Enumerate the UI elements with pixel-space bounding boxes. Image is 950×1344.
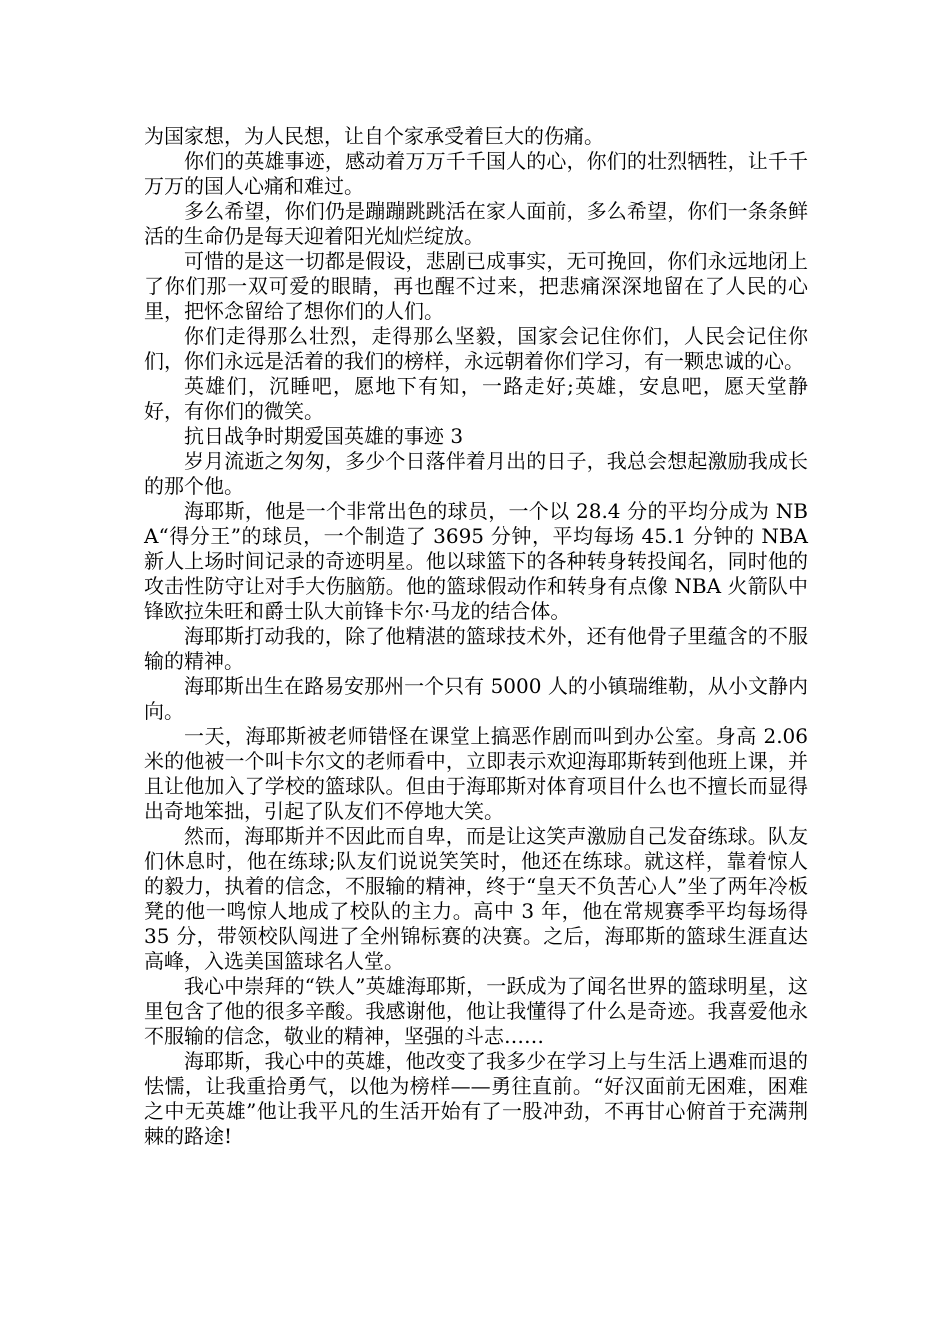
paragraph-14: 我心中崇拜的“铁人”英雄海耶斯，一跃成为了闻名世界的篮球明星，这里包含了他的很多辛酸。我感谢他，他让我懂得了什么是奇迹。我喜爱他永不服输的信念，敬业的精神，坚强的斗志…… — [144, 974, 808, 1048]
paragraph-11: 海耶斯出生在路易安那州一个只有 5000 人的小镇瑞维勒，从小文静内向。 — [144, 674, 808, 723]
paragraph-8: 岁月流逝之匆匆，多少个日落伴着月出的日子，我总会想起激励我成长的那个他。 — [144, 449, 808, 498]
paragraph-5: 你们走得那么壮烈，走得那么坚毅，国家会记住你们，人民会记住你们，你们永远是活着的我们的榜样，永远朝着你们学习，有一颗忠诚的心。 — [144, 324, 808, 373]
paragraph-12: 一天，海耶斯被老师错怪在课堂上搞恶作剧而叫到办公室。身高 2.06 米的他被一个叫卡尔文的老师看中，立即表示欢迎海耶斯转到他班上课，并且让他加入了学校的篮球队。但由于海耶斯对体育项目什么也不擅长而显得出奇地笨拙，引起了队友们不停地大笑。 — [144, 724, 808, 823]
paragraph-9: 海耶斯，他是一个非常出色的球员，一个以 28.4 分的平均分成为 NBA“得分王”的球员，一个制造了 3695 分钟，平均每场 45.1 分钟的 NBA 新人上场时间记录的奇迹明星。他以球篮下的各种转身转投闻名，同时他的攻击性防守让对手大伤脑筋。他的篮球假动作和转身有点像 NBA 火箭队中锋欧拉朱旺和爵士队大前锋卡尔·马龙的结合体。 — [144, 499, 808, 623]
section-heading: 抗日战争时期爱国英雄的事迹 3 — [184, 424, 464, 448]
document-body — [144, 124, 808, 1149]
paragraph-15: 海耶斯，我心中的英雄，他改变了我多少在学习上与生活上遇难而退的怯懦，让我重拾勇气，以他为榜样——勇往直前。“好汉面前无困难，困难之中无英雄”他让我平凡的生活开始有了一股冲劲，不再甘心俯首于充满荆棘的路途! — [144, 1049, 808, 1148]
paragraph-2: 你们的英雄事迹，感动着万万千千国人的心，你们的壮烈牺牲，让千千万万的国人心痛和难过。 — [144, 149, 808, 198]
paragraph-4: 可惜的是这一切都是假设，悲剧已成事实，无可挽回，你们永远地闭上了你们那一双可爱的眼睛，再也醒不过来，把悲痛深深地留在了人民的心里，把怀念留给了想你们的人们。 — [144, 249, 808, 323]
paragraph-1: 为国家想，为人民想，让自个家承受着巨大的伤痛。 — [144, 124, 604, 148]
paragraph-6: 英雄们，沉睡吧，愿地下有知，一路走好;英雄，安息吧，愿天堂静好，有你们的微笑。 — [144, 374, 808, 423]
paragraph-13: 然而，海耶斯并不因此而自卑，而是让这笑声激励自己发奋练球。队友们休息时，他在练球;队友们说说笑笑时，他还在练球。就这样，靠着惊人的毅力，执着的信念，不服输的精神，终于“皇天不负苦心人”坐了两年冷板凳的他一鸣惊人地成了校队的主力。高中 3 年，他在常规赛季平均每场得 35 分，带领校队闯进了全州锦标赛的决赛。之后，海耶斯的篮球生涯直达高峰，入选美国篮球名人堂。 — [144, 824, 808, 973]
paragraph-3: 多么希望，你们仍是蹦蹦跳跳活在家人面前，多么希望，你们一条条鲜活的生命仍是每天迎着阳光灿烂绽放。 — [144, 199, 808, 248]
paragraph-10: 海耶斯打动我的，除了他精湛的篮球技术外，还有他骨子里蕴含的不服输的精神。 — [144, 624, 808, 673]
